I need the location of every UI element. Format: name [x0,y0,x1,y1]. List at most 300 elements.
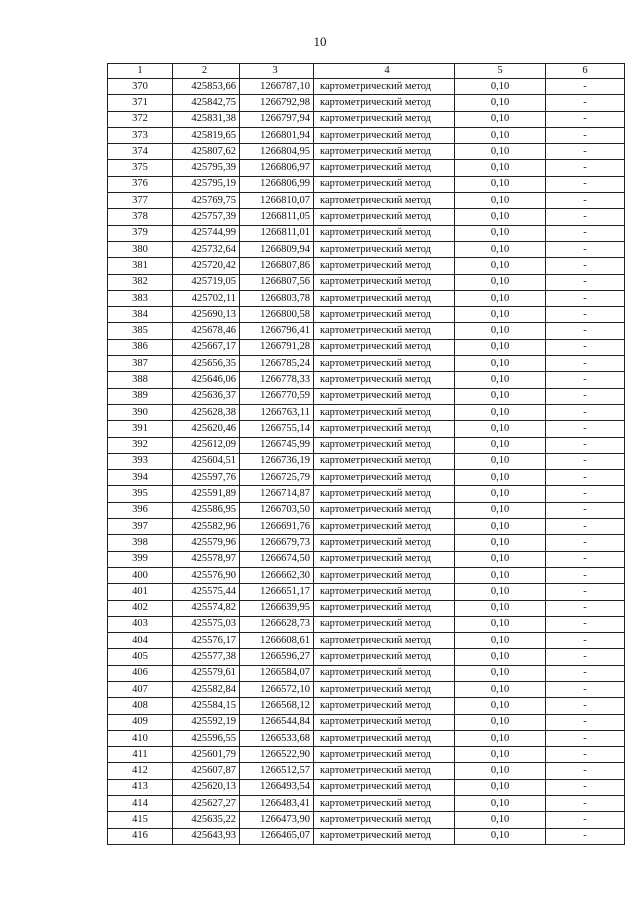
accuracy-cell: 0,10 [455,404,546,420]
point-number-cell: 398 [108,535,173,551]
note-cell: - [546,241,625,257]
accuracy-cell: 0,10 [455,437,546,453]
y-coordinate-cell: 1266778,33 [240,372,314,388]
accuracy-cell: 0,10 [455,633,546,649]
method-cell: картометрический метод [314,323,455,339]
note-cell: - [546,307,625,323]
point-number-cell: 408 [108,698,173,714]
method-cell: картометрический метод [314,698,455,714]
x-coordinate-cell: 425582,96 [173,519,240,535]
accuracy-cell: 0,10 [455,714,546,730]
x-coordinate-cell: 425575,03 [173,616,240,632]
note-cell: - [546,160,625,176]
y-coordinate-cell: 1266703,50 [240,502,314,518]
x-coordinate-cell: 425620,46 [173,421,240,437]
x-coordinate-cell: 425795,39 [173,160,240,176]
note-cell: - [546,796,625,812]
point-number-cell: 376 [108,176,173,192]
accuracy-cell: 0,10 [455,763,546,779]
y-coordinate-cell: 1266651,17 [240,584,314,600]
method-cell: картометрический метод [314,584,455,600]
y-coordinate-cell: 1266639,95 [240,600,314,616]
method-cell: картометрический метод [314,681,455,697]
table-row [108,323,625,339]
y-coordinate-cell: 1266483,41 [240,796,314,812]
method-cell: картометрический метод [314,274,455,290]
note-cell: - [546,144,625,160]
note-cell: - [546,209,625,225]
note-cell: - [546,828,625,844]
method-cell: картометрический метод [314,633,455,649]
y-coordinate-cell: 1266810,07 [240,193,314,209]
x-coordinate-cell: 425607,87 [173,763,240,779]
table-row [108,193,625,209]
table-row [108,258,625,274]
y-coordinate-cell: 1266691,76 [240,519,314,535]
accuracy-cell: 0,10 [455,160,546,176]
y-coordinate-cell: 1266533,68 [240,730,314,746]
table-row [108,372,625,388]
table-row [108,567,625,583]
method-cell: картометрический метод [314,730,455,746]
point-number-cell: 413 [108,779,173,795]
table-row [108,763,625,779]
table-row [108,486,625,502]
note-cell: - [546,730,625,746]
method-cell: картометрический метод [314,95,455,111]
accuracy-cell: 0,10 [455,470,546,486]
accuracy-cell: 0,10 [455,453,546,469]
x-coordinate-cell: 425612,09 [173,437,240,453]
method-cell: картометрический метод [314,763,455,779]
y-coordinate-cell: 1266804,95 [240,144,314,160]
y-coordinate-cell: 1266755,14 [240,421,314,437]
table-row [108,535,625,551]
y-coordinate-cell: 1266787,10 [240,79,314,95]
x-coordinate-cell: 425690,13 [173,307,240,323]
x-coordinate-cell: 425656,35 [173,356,240,372]
y-coordinate-cell: 1266806,97 [240,160,314,176]
method-cell: картометрический метод [314,258,455,274]
note-cell: - [546,290,625,306]
accuracy-cell: 0,10 [455,111,546,127]
point-number-cell: 409 [108,714,173,730]
point-number-cell: 379 [108,225,173,241]
note-cell: - [546,258,625,274]
y-coordinate-cell: 1266522,90 [240,747,314,763]
note-cell: - [546,551,625,567]
point-number-cell: 375 [108,160,173,176]
accuracy-cell: 0,10 [455,421,546,437]
accuracy-cell: 0,10 [455,584,546,600]
method-cell: картометрический метод [314,796,455,812]
accuracy-cell: 0,10 [455,600,546,616]
note-cell: - [546,567,625,583]
table-row [108,616,625,632]
table-row [108,502,625,518]
y-coordinate-cell: 1266803,78 [240,290,314,306]
point-number-cell: 402 [108,600,173,616]
header-row [108,64,625,79]
x-coordinate-cell: 425584,15 [173,698,240,714]
y-coordinate-cell: 1266801,94 [240,127,314,143]
y-coordinate-cell: 1266809,94 [240,241,314,257]
note-cell: - [546,176,625,192]
accuracy-cell: 0,10 [455,812,546,828]
note-cell: - [546,372,625,388]
method-cell: картометрический метод [314,160,455,176]
point-number-cell: 410 [108,730,173,746]
note-cell: - [546,404,625,420]
point-number-cell: 411 [108,747,173,763]
point-number-cell: 404 [108,633,173,649]
accuracy-cell: 0,10 [455,372,546,388]
x-coordinate-cell: 425579,96 [173,535,240,551]
accuracy-cell: 0,10 [455,79,546,95]
table-row [108,111,625,127]
note-cell: - [546,127,625,143]
y-coordinate-cell: 1266745,99 [240,437,314,453]
point-number-cell: 382 [108,274,173,290]
y-coordinate-cell: 1266796,41 [240,323,314,339]
y-coordinate-cell: 1266608,61 [240,633,314,649]
table-row [108,95,625,111]
table-row [108,421,625,437]
accuracy-cell: 0,10 [455,144,546,160]
x-coordinate-cell: 425635,22 [173,812,240,828]
x-coordinate-cell: 425667,17 [173,339,240,355]
method-cell: картометрический метод [314,714,455,730]
y-coordinate-cell: 1266811,01 [240,225,314,241]
x-coordinate-cell: 425582,84 [173,681,240,697]
y-coordinate-cell: 1266572,10 [240,681,314,697]
x-coordinate-cell: 425831,38 [173,111,240,127]
table-row [108,828,625,844]
y-coordinate-cell: 1266568,12 [240,698,314,714]
note-cell: - [546,339,625,355]
accuracy-cell: 0,10 [455,502,546,518]
point-number-cell: 373 [108,127,173,143]
x-coordinate-cell: 425678,46 [173,323,240,339]
note-cell: - [546,812,625,828]
table-row [108,160,625,176]
y-coordinate-cell: 1266679,73 [240,535,314,551]
method-cell: картометрический метод [314,747,455,763]
point-number-cell: 407 [108,681,173,697]
y-coordinate-cell: 1266785,24 [240,356,314,372]
note-cell: - [546,502,625,518]
note-cell: - [546,681,625,697]
x-coordinate-cell: 425578,97 [173,551,240,567]
point-number-cell: 389 [108,388,173,404]
table-row [108,681,625,697]
point-number-cell: 372 [108,111,173,127]
x-coordinate-cell: 425853,66 [173,79,240,95]
point-number-cell: 397 [108,519,173,535]
x-coordinate-cell: 425596,55 [173,730,240,746]
method-cell: картометрический метод [314,127,455,143]
accuracy-cell: 0,10 [455,567,546,583]
x-coordinate-cell: 425769,75 [173,193,240,209]
header-col-6: 6 [546,64,625,79]
method-cell: картометрический метод [314,519,455,535]
table-row [108,453,625,469]
x-coordinate-cell: 425720,42 [173,258,240,274]
x-coordinate-cell: 425628,38 [173,404,240,420]
point-number-cell: 387 [108,356,173,372]
method-cell: картометрический метод [314,372,455,388]
accuracy-cell: 0,10 [455,193,546,209]
y-coordinate-cell: 1266807,56 [240,274,314,290]
method-cell: картометрический метод [314,567,455,583]
method-cell: картометрический метод [314,665,455,681]
table-row [108,747,625,763]
method-cell: картометрический метод [314,600,455,616]
x-coordinate-cell: 425757,39 [173,209,240,225]
point-number-cell: 415 [108,812,173,828]
accuracy-cell: 0,10 [455,681,546,697]
x-coordinate-cell: 425576,90 [173,567,240,583]
table-row [108,470,625,486]
point-number-cell: 392 [108,437,173,453]
table-row [108,356,625,372]
header-col-1: 1 [108,64,173,79]
x-coordinate-cell: 425795,19 [173,176,240,192]
table-row [108,812,625,828]
x-coordinate-cell: 425586,95 [173,502,240,518]
point-number-cell: 414 [108,796,173,812]
accuracy-cell: 0,10 [455,486,546,502]
method-cell: картометрический метод [314,649,455,665]
point-number-cell: 393 [108,453,173,469]
accuracy-cell: 0,10 [455,274,546,290]
note-cell: - [546,649,625,665]
y-coordinate-cell: 1266725,79 [240,470,314,486]
table-row [108,600,625,616]
method-cell: картометрический метод [314,339,455,355]
x-coordinate-cell: 425807,62 [173,144,240,160]
table-row [108,649,625,665]
note-cell: - [546,421,625,437]
table-row [108,307,625,323]
method-cell: картометрический метод [314,421,455,437]
x-coordinate-cell: 425579,61 [173,665,240,681]
table-row [108,274,625,290]
x-coordinate-cell: 425702,11 [173,290,240,306]
accuracy-cell: 0,10 [455,290,546,306]
note-cell: - [546,763,625,779]
note-cell: - [546,747,625,763]
accuracy-cell: 0,10 [455,519,546,535]
x-coordinate-cell: 425575,44 [173,584,240,600]
table-row [108,437,625,453]
table-row [108,176,625,192]
accuracy-cell: 0,10 [455,225,546,241]
y-coordinate-cell: 1266807,86 [240,258,314,274]
y-coordinate-cell: 1266806,99 [240,176,314,192]
method-cell: картометрический метод [314,470,455,486]
point-number-cell: 416 [108,828,173,844]
x-coordinate-cell: 425601,79 [173,747,240,763]
table-row [108,779,625,795]
header-col-3: 3 [240,64,314,79]
table-row [108,698,625,714]
table-row [108,796,625,812]
x-coordinate-cell: 425643,93 [173,828,240,844]
note-cell: - [546,388,625,404]
y-coordinate-cell: 1266800,58 [240,307,314,323]
point-number-cell: 383 [108,290,173,306]
note-cell: - [546,356,625,372]
accuracy-cell: 0,10 [455,730,546,746]
note-cell: - [546,453,625,469]
y-coordinate-cell: 1266596,27 [240,649,314,665]
note-cell: - [546,486,625,502]
header-col-2: 2 [173,64,240,79]
method-cell: картометрический метод [314,502,455,518]
method-cell: картометрический метод [314,551,455,567]
table-row [108,551,625,567]
y-coordinate-cell: 1266584,07 [240,665,314,681]
x-coordinate-cell: 425719,05 [173,274,240,290]
y-coordinate-cell: 1266544,84 [240,714,314,730]
accuracy-cell: 0,10 [455,95,546,111]
x-coordinate-cell: 425576,17 [173,633,240,649]
x-coordinate-cell: 425636,37 [173,388,240,404]
y-coordinate-cell: 1266770,59 [240,388,314,404]
accuracy-cell: 0,10 [455,339,546,355]
note-cell: - [546,584,625,600]
point-number-cell: 401 [108,584,173,600]
table-row [108,127,625,143]
method-cell: картометрический метод [314,176,455,192]
method-cell: картометрический метод [314,828,455,844]
accuracy-cell: 0,10 [455,356,546,372]
method-cell: картометрический метод [314,225,455,241]
method-cell: картометрический метод [314,453,455,469]
method-cell: картометрический метод [314,290,455,306]
table-row [108,633,625,649]
header-col-4: 4 [314,64,455,79]
method-cell: картометрический метод [314,307,455,323]
table-row [108,404,625,420]
page-number: 10 [313,34,327,49]
x-coordinate-cell: 425591,89 [173,486,240,502]
point-number-cell: 400 [108,567,173,583]
accuracy-cell: 0,10 [455,747,546,763]
accuracy-cell: 0,10 [455,551,546,567]
method-cell: картометрический метод [314,404,455,420]
accuracy-cell: 0,10 [455,127,546,143]
header-col-5: 5 [455,64,546,79]
method-cell: картометрический метод [314,535,455,551]
method-cell: картометрический метод [314,486,455,502]
y-coordinate-cell: 1266674,50 [240,551,314,567]
note-cell: - [546,79,625,95]
coordinates-table [107,63,625,845]
y-coordinate-cell: 1266493,54 [240,779,314,795]
note-cell: - [546,437,625,453]
table-row [108,209,625,225]
x-coordinate-cell: 425597,76 [173,470,240,486]
table-body [108,79,625,845]
note-cell: - [546,274,625,290]
method-cell: картометрический метод [314,111,455,127]
table-row [108,665,625,681]
note-cell: - [546,193,625,209]
table-row [108,339,625,355]
point-number-cell: 378 [108,209,173,225]
x-coordinate-cell: 425577,38 [173,649,240,665]
x-coordinate-cell: 425744,99 [173,225,240,241]
method-cell: картометрический метод [314,209,455,225]
x-coordinate-cell: 425732,64 [173,241,240,257]
y-coordinate-cell: 1266628,73 [240,616,314,632]
x-coordinate-cell: 425627,27 [173,796,240,812]
method-cell: картометрический метод [314,193,455,209]
point-number-cell: 388 [108,372,173,388]
note-cell: - [546,698,625,714]
x-coordinate-cell: 425574,82 [173,600,240,616]
accuracy-cell: 0,10 [455,649,546,665]
point-number-cell: 412 [108,763,173,779]
method-cell: картометрический метод [314,437,455,453]
note-cell: - [546,633,625,649]
y-coordinate-cell: 1266811,05 [240,209,314,225]
point-number-cell: 396 [108,502,173,518]
point-number-cell: 405 [108,649,173,665]
table-row [108,730,625,746]
point-number-cell: 399 [108,551,173,567]
table-row [108,584,625,600]
x-coordinate-cell: 425604,51 [173,453,240,469]
point-number-cell: 391 [108,421,173,437]
y-coordinate-cell: 1266763,11 [240,404,314,420]
y-coordinate-cell: 1266714,87 [240,486,314,502]
table-row [108,79,625,95]
accuracy-cell: 0,10 [455,779,546,795]
note-cell: - [546,600,625,616]
note-cell: - [546,616,625,632]
x-coordinate-cell: 425842,75 [173,95,240,111]
x-coordinate-cell: 425592,19 [173,714,240,730]
accuracy-cell: 0,10 [455,698,546,714]
accuracy-cell: 0,10 [455,241,546,257]
note-cell: - [546,323,625,339]
point-number-cell: 371 [108,95,173,111]
method-cell: картометрический метод [314,356,455,372]
accuracy-cell: 0,10 [455,176,546,192]
point-number-cell: 380 [108,241,173,257]
method-cell: картометрический метод [314,144,455,160]
x-coordinate-cell: 425620,13 [173,779,240,795]
accuracy-cell: 0,10 [455,828,546,844]
note-cell: - [546,225,625,241]
point-number-cell: 385 [108,323,173,339]
point-number-cell: 395 [108,486,173,502]
note-cell: - [546,779,625,795]
accuracy-cell: 0,10 [455,209,546,225]
table-row [108,290,625,306]
note-cell: - [546,535,625,551]
accuracy-cell: 0,10 [455,665,546,681]
point-number-cell: 381 [108,258,173,274]
note-cell: - [546,470,625,486]
method-cell: картометрический метод [314,616,455,632]
note-cell: - [546,519,625,535]
table-header [108,64,625,79]
note-cell: - [546,665,625,681]
